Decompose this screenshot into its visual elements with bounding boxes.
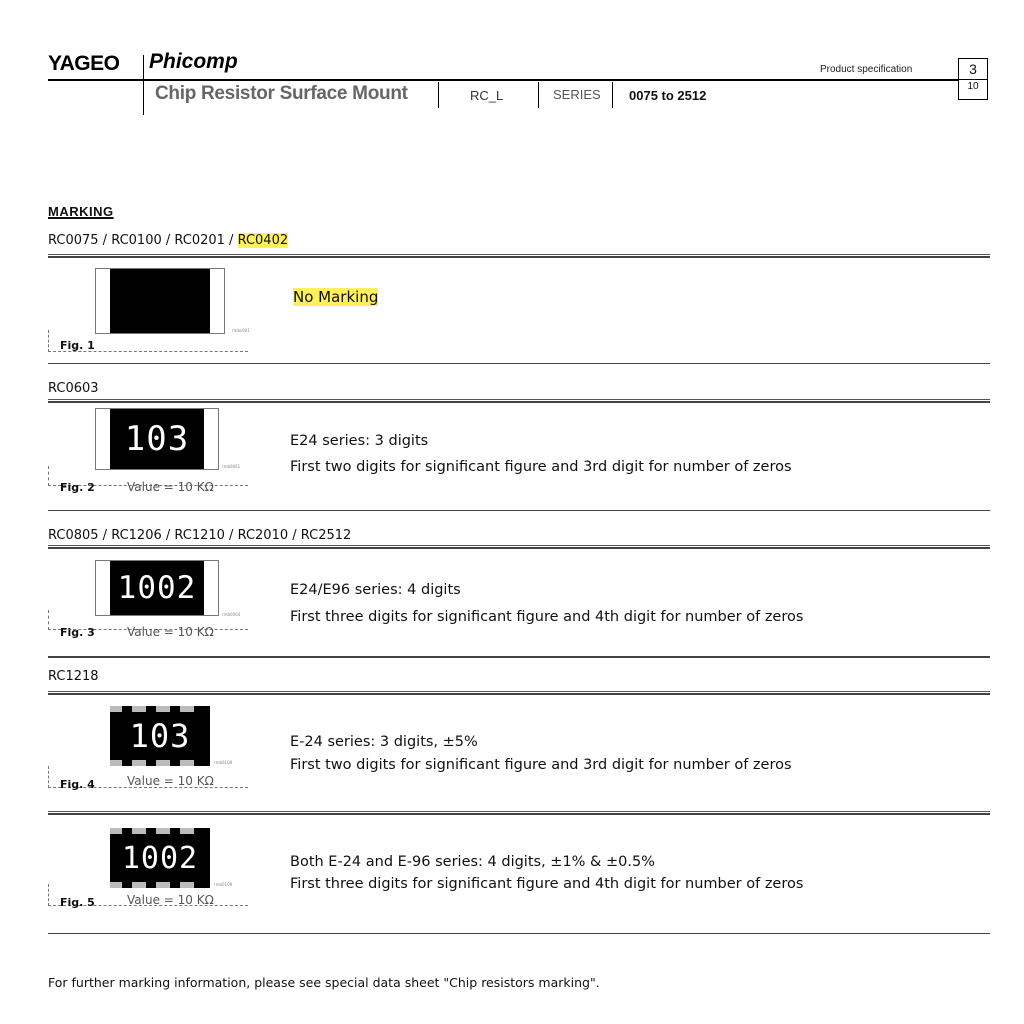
group-rule [48, 545, 990, 549]
figure-label: Fig. 4 [60, 778, 95, 791]
description-line: First three digits for significant figure and 4th digit for number of zeros [290, 876, 804, 892]
figure-label: Fig. 1 [60, 339, 95, 352]
series-label: SERIES [553, 87, 601, 102]
chip-code: rmbv001 [232, 328, 251, 333]
no-marking-text: No Marking [293, 288, 379, 306]
description-line: First two digits for significant figure and 3rd digit for number of zeros [290, 459, 792, 475]
group-rule [48, 811, 990, 815]
terminal-pad [110, 760, 122, 766]
description-line: E-24 series: 3 digits, ±5% [290, 734, 478, 750]
terminal-pad [180, 760, 194, 766]
chip-code: rmb0109 [214, 882, 233, 887]
logo-divider [143, 55, 144, 115]
resistor-chip [95, 408, 219, 470]
terminal-pad [132, 760, 146, 766]
value-label: Value = 10 KΩ [127, 893, 214, 907]
value-label: Value = 10 KΩ [127, 625, 214, 639]
resistor-chip [95, 560, 219, 616]
page-number: 3 [958, 58, 988, 80]
chip-code: rmb0061 [222, 464, 241, 469]
description-line: E24 series: 3 digits [290, 433, 429, 449]
header-divider [438, 82, 439, 108]
terminal-pad [180, 882, 194, 888]
group-label: RC0603 [48, 381, 99, 396]
section-title: MARKING [48, 204, 114, 219]
size-range: 0075 to 2512 [629, 88, 707, 103]
group-label: RC0805 / RC1206 / RC1210 / RC2010 / RC2512 [48, 528, 352, 543]
value-label: Value = 10 KΩ [127, 480, 214, 494]
terminal-pad [110, 882, 122, 888]
header-divider [612, 82, 613, 108]
description-line: E24/E96 series: 4 digits [290, 582, 461, 598]
figure-label: Fig. 2 [60, 481, 95, 494]
group-rule [48, 933, 990, 934]
terminal-pad [132, 882, 146, 888]
group-rule [48, 691, 990, 695]
group-rule [48, 399, 990, 403]
description-line: First two digits for significant figure and 3rd digit for number of zeros [290, 757, 792, 773]
group-rule [48, 510, 990, 511]
chip-marking: 103 [118, 712, 202, 760]
group-rule [48, 254, 990, 258]
description-line: First three digits for significant figure and 4th digit for number of zeros [290, 609, 804, 625]
chip-marking: 1002 [114, 834, 206, 882]
highlighted-part-number: RC0402 [237, 233, 289, 248]
header-divider [538, 82, 539, 108]
chip-marking: 103 [110, 409, 204, 469]
description-line: Both E-24 and E-96 series: 4 digits, ±1% & ±0.5% [290, 854, 655, 870]
type-code: RC_L [470, 88, 504, 103]
resistor-chip [95, 268, 225, 334]
phicomp-logo: Phicomp [149, 50, 238, 73]
figure-label: Fig. 5 [60, 896, 95, 909]
group-label-text: RC0075 / RC0100 / RC0201 / [48, 233, 238, 248]
terminal-pad [156, 760, 170, 766]
yageo-logo: YAGEO [48, 52, 120, 75]
group-label: RC1218 [48, 669, 99, 684]
figure-label: Fig. 3 [60, 626, 95, 639]
footer-note: For further marking information, please see special data sheet "Chip resistors marking". [48, 975, 600, 990]
value-label: Value = 10 KΩ [127, 774, 214, 788]
resistor-chip-array [110, 828, 210, 888]
spec-label: Product specification [820, 64, 913, 75]
terminal-pad [156, 882, 170, 888]
page-indicator [958, 58, 988, 102]
header-rule [48, 79, 958, 81]
group-label [48, 233, 288, 248]
description-line [293, 288, 378, 306]
chip-body [110, 269, 210, 333]
resistor-chip-array [110, 706, 210, 766]
chip-code: rmb0108 [214, 760, 233, 765]
chip-marking: 1002 [110, 561, 204, 615]
chip-code: rmb0064 [222, 612, 241, 617]
page-total: 10 [958, 80, 988, 100]
group-rule [48, 656, 990, 658]
product-title: Chip Resistor Surface Mount [155, 83, 408, 104]
group-rule [48, 363, 990, 364]
